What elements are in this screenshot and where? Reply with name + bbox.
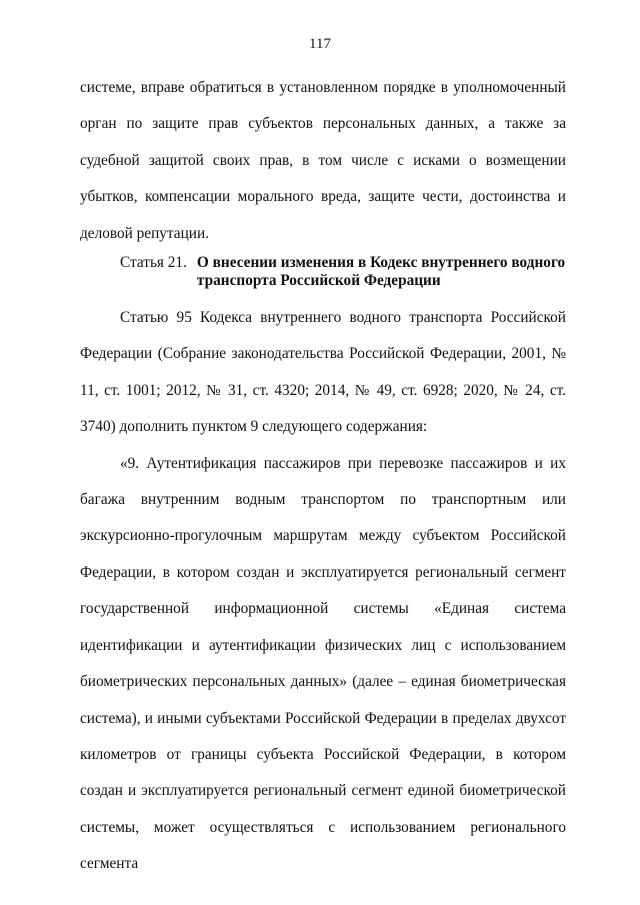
- article-title: О внесении изменения в Кодекс внутреннего водного транспорта Российской Федерации: [196, 254, 566, 290]
- page-number: 117: [309, 36, 331, 52]
- paragraph-continuation: системе, вправе обратиться в установленном порядке в уполномоченный орган по защите прав субъектов персональных данных, а также за судебной защитой своих прав, в том числе с исками о возмещении убытков, компенсации морального вреда, защите чести, достоинства и деловой репутации.: [80, 79, 566, 242]
- article-label: Статья 21.: [120, 254, 187, 272]
- paragraph-amendment-text: «9. Аутентификация пассажиров при перевозке пассажиров и их багажа внутренним водным транспортом по транспортным или экскурсионно-прогулочным маршрутам между субъектом Российской Федерации, в котором создан и эксплуатируется региональный сегмент государственной информационной системы «Единая система идентификации и аутентификации физических лиц с использованием биометрических персональных данных» (далее – единая биометрическая система), и иными субъектами Российской Федерации в пределах двухсот километров от границы субъекта Российской Федерации, в котором создан и эксплуатируется региональный сегмент единой биометрической системы, может осуществляться с использованием регионального сегмента: [80, 454, 566, 873]
- paragraph-amendment-intro: Статью 95 Кодекса внутреннего водного транспорта Российской Федерации (Собрание законодательства Российской Федерации, 2001, № 11, ст. 1001; 2012, № 31, ст. 4320; 2014, № 49, ст. 6928; 2020, № 24, ст. 3740) дополнить пунктом 9 следующего содержания:: [80, 309, 566, 436]
- document-body: [80, 70, 566, 883]
- article-heading: [80, 254, 566, 290]
